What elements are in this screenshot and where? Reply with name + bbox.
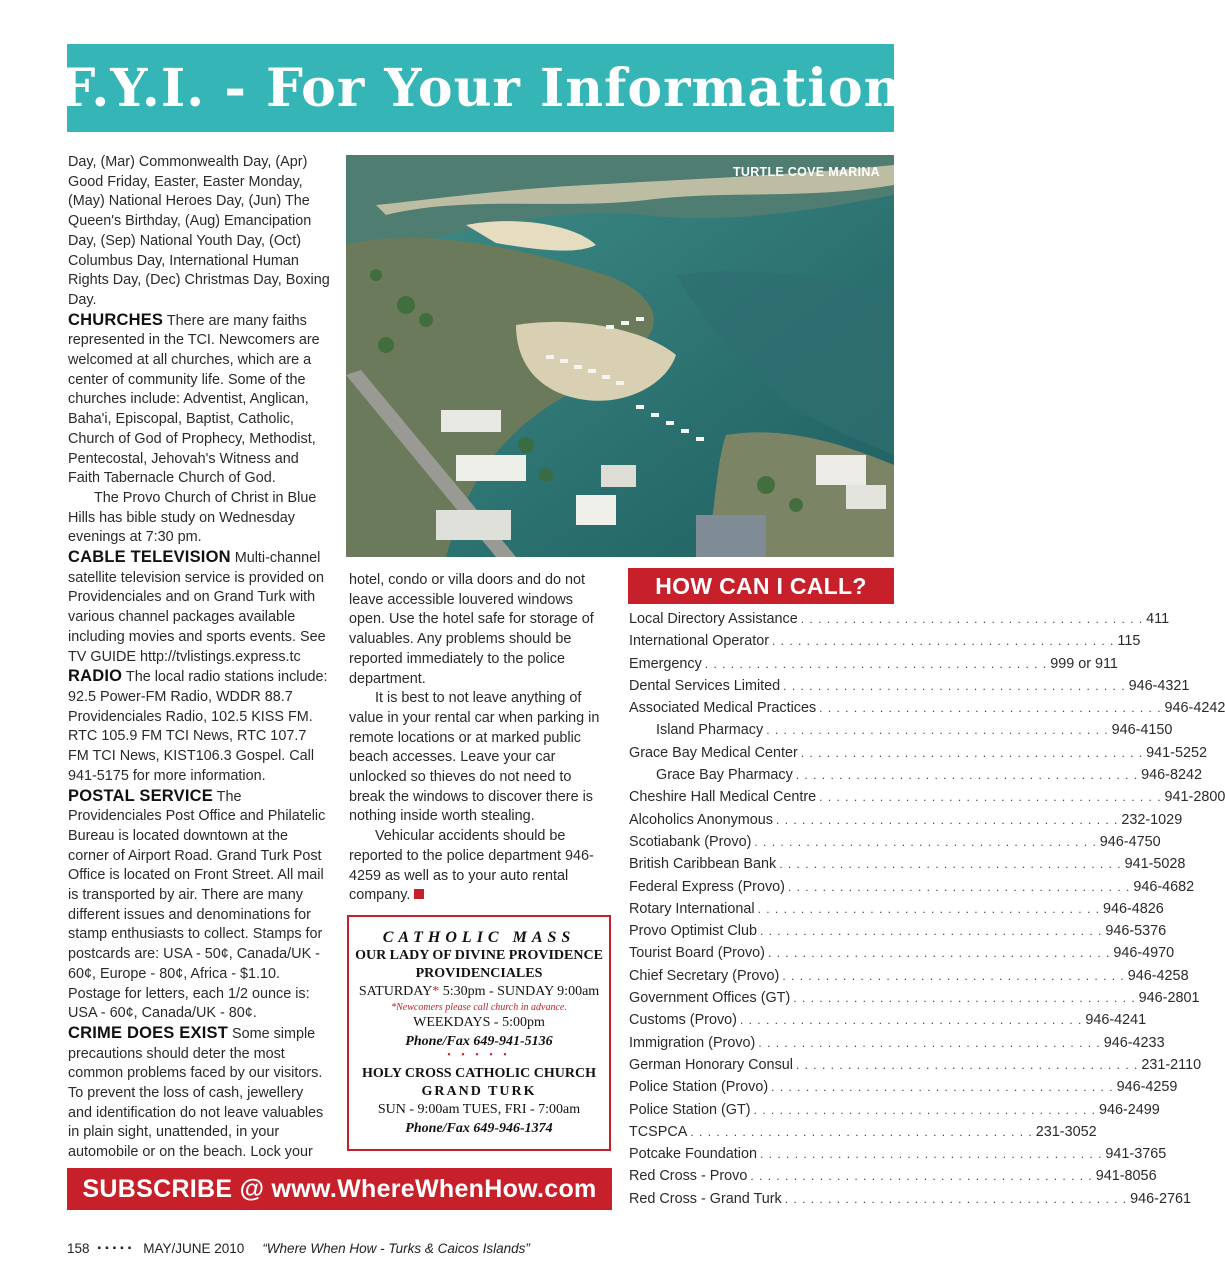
radio-text: The local radio stations include: 92.5 Power-FM Radio, WDDR 88.7 Providenciales Radio, 102.5 KISS FM. RTC 105.9 FM TCI News, RTC 107.7 FM TCI News, KIST106.3 Gospel. Call 941-5175 for more information. bbox=[68, 669, 328, 784]
postal-text: The Providenciales Post Office and Philatelic Bureau is located downtown at the corner of Airport Road. Grand Turk Post Office is located on Front Street. All mail is transported by air. There are many different issues and denominations for stamp enthusiasts to collect. Stamps for postcards are: USA - 50¢, Canada/UK - 60¢, Europe - 80¢, Africa - $1.10. Postage for letters, each 1/2 ounce is: USA - 60¢, Canada/UK - 80¢. bbox=[68, 788, 326, 1022]
directory-entry-name: Government Offices (GT) bbox=[629, 990, 791, 1007]
directory-entry-name: Island Pharmacy bbox=[656, 722, 764, 739]
church1-times-star: * bbox=[432, 984, 440, 999]
holidays-paragraph: Day, (Mar) Commonwealth Day, (Apr) Good Friday, Easter, Easter Monday, (May) National Heroes Day, (Jun) The Queen's Birthday, (Aug) Emancipation Day, (Sep) National Youth Day, (Oct) Columbus Day, International Human Rights Day, (Dec) Christmas Day, Boxing Day. bbox=[68, 154, 330, 308]
rental-car-paragraph: It is best to not leave anything of value in your rental car when parking in remote locations or at marked public beach accesses. Leave your car unlocked so thieves do not need to break the windows to discover there is nothing inside worth stealing. bbox=[349, 690, 600, 825]
directory-entry-name: British Caribbean Bank bbox=[629, 856, 777, 873]
directory-entry-name: Customs (Provo) bbox=[629, 1012, 737, 1029]
mass-separator: • • • • • bbox=[447, 1050, 511, 1061]
dot-leader: . . . . . . . . . . . . . . . . . . . . . . . . . . . . . . . . . . . . . . . . bbox=[800, 612, 1144, 626]
dot-leader: . . . . . . . . . . . . . . . . . . . . . . . . . . . . . . . . . . . . . . . . bbox=[754, 834, 1097, 849]
directory-entry-number: 946-4970 bbox=[1113, 945, 1175, 962]
church1-times-day: SATURDAY bbox=[358, 984, 433, 999]
directory-entry bbox=[629, 722, 1173, 744]
directory-entry-name: Grace Bay Medical Center bbox=[629, 744, 798, 761]
directory-entry bbox=[629, 1012, 1147, 1034]
directory-entry bbox=[629, 1190, 1191, 1213]
directory-entry-name: TCSPCA bbox=[629, 1123, 688, 1140]
title-banner bbox=[58, 44, 903, 132]
directory-entry-name: Grace Bay Pharmacy bbox=[656, 767, 793, 784]
directory-entry bbox=[629, 1079, 1178, 1101]
crime-heading: CRIME DOES EXIST bbox=[68, 1023, 228, 1042]
directory-entry bbox=[629, 945, 1175, 967]
church2-times: SUN - 9:00am TUES, FRI - 7:00am bbox=[377, 1102, 581, 1117]
directory-entry-number: 946-4233 bbox=[1103, 1034, 1165, 1051]
phone-directory-list bbox=[629, 611, 1225, 1213]
dot-leader: . . . . . . . . . . . . . . . . . . . . . . . . . . . . . . . . . . . . . . . . bbox=[767, 946, 1111, 961]
directory-entry-number: 946-5376 bbox=[1105, 923, 1167, 940]
cable-text: Multi-channel satellite television service is provided on Providenciales and on Grand Turk with various channel packages available including movies and sports events. See TV GUIDE http://tvlistings.express.tc bbox=[68, 550, 326, 665]
directory-entry bbox=[629, 1034, 1165, 1057]
directory-entry bbox=[629, 856, 1186, 878]
church2-phone: Phone/Fax 649-946-1374 bbox=[405, 1121, 553, 1136]
directory-entry-number: 231-3052 bbox=[1035, 1123, 1097, 1140]
directory-entry bbox=[629, 811, 1183, 834]
catholic-mass-box bbox=[347, 915, 611, 1151]
directory-entry-number: 946-4241 bbox=[1085, 1012, 1147, 1029]
dot-leader: . . . . . . . . . . . . . . . . . . . . . . . . . . . . . . . . . . . . . . . . bbox=[766, 723, 1109, 738]
directory-entry bbox=[629, 789, 1225, 811]
dot-leader: . . . . . . . . . . . . . . . . . . . . . . . . . . . . . . . . . . . . . . . . bbox=[758, 1035, 1101, 1050]
church-of-christ-paragraph: The Provo Church of Christ in Blue Hills has bible study on Wednesday evenings at 7:30 pm. bbox=[68, 489, 317, 546]
directory-entry-number: 946-4682 bbox=[1133, 878, 1195, 895]
directory-entry-number: 946-4750 bbox=[1099, 833, 1161, 850]
dot-leader: . . . . . . . . . . . . . . . . . . . . . . . . . . . . . . . . . . . . . . . . bbox=[759, 924, 1103, 939]
radio-paragraph bbox=[68, 667, 330, 786]
churches-text: There are many faiths represented in the TCI. Newcomers are welcomed at all churches, which are a center of community life. Some of the churches include: Adventist, Anglican, Baha'i, Episcopal, Baptist, Catholic, Church of God of Prophecy, Methodist, Pentecostal, Jehovah's Witness and Faith Tabernacle Church of God. bbox=[68, 312, 320, 487]
directory-entry bbox=[629, 1101, 1160, 1124]
dot-leader: . . . . . . . . . . . . . . . . . . . . . . . . . . . . . . . . . . . . . . . . bbox=[750, 1169, 1093, 1184]
dot-leader: . . . . . . . . . . . . . . . . . . . . . . . . . . . . . . . . . . . . . . . . bbox=[760, 1147, 1103, 1162]
church1-phone: Phone/Fax 649-941-5136 bbox=[405, 1034, 553, 1049]
directory-entry-name: Associated Medical Practices bbox=[629, 700, 817, 717]
accidents-text: Vehicular accidents should be reported to the police department 946-4259 as well as to your auto rental company. bbox=[349, 828, 594, 904]
directory-entry bbox=[629, 878, 1195, 901]
directory-entry-name: Local Directory Assistance bbox=[629, 611, 798, 627]
dot-leader: . . . . . . . . . . . . . . . . . . . . . . . . . . . . . . . . . . . . . . . . bbox=[819, 701, 1162, 716]
dot-leader: . . . . . . . . . . . . . . . . . . . . . . . . . . . . . . . . . . . . . . . . bbox=[795, 768, 1139, 783]
directory-entry-number: 946-8242 bbox=[1141, 767, 1202, 784]
dot-leader: . . . . . . . . . . . . . . . . . . . . . . . . . . . . . . . . . . . . . . . . bbox=[782, 968, 1125, 983]
directory-entry-number: 946-4150 bbox=[1111, 722, 1173, 739]
church1-times-rest: 5:30pm - SUNDAY 9:00am bbox=[439, 984, 600, 999]
security-paragraph: hotel, condo or villa doors and do not leave accessible louvered windows open. Use the hotel safe for storage of valuables. Any problems should be reported immediately to the police department. bbox=[349, 572, 594, 687]
directory-entry bbox=[629, 767, 1202, 789]
directory-entry-name: Tourist Board (Provo) bbox=[629, 945, 765, 962]
dot-leader: . . . . . . . . . . . . . . . . . . . . . . . . . . . . . . . . . . . . . . . . bbox=[787, 879, 1131, 894]
churches-heading: CHURCHES bbox=[68, 310, 164, 329]
dot-leader: . . . . . . . . . . . . . . . . . . . . . . . . . . . . . . . . . . . . . . . . bbox=[800, 745, 1144, 760]
footer-tagline: “Where When How - Turks & Caicos Islands” bbox=[262, 1241, 530, 1256]
directory-entry bbox=[629, 700, 1225, 722]
directory-entry-name: Immigration (Provo) bbox=[629, 1034, 756, 1051]
dot-leader: . . . . . . . . . . . . . . . . . . . . . . . . . . . . . . . . . . . . . . . . bbox=[690, 1124, 1033, 1139]
directory-entry-number: 946-2761 bbox=[1130, 1190, 1191, 1207]
photo-caption: TURTLE COVE MARINA bbox=[732, 165, 880, 179]
crime-paragraph bbox=[68, 1024, 330, 1163]
dot-leader: . . . . . . . . . . . . . . . . . . . . . . . . . . . . . . . . . . . . . . . . bbox=[772, 634, 1115, 649]
footer-dots: ▪▪▪▪▪ bbox=[97, 1243, 136, 1254]
directory-entry bbox=[629, 611, 1170, 633]
directory-entry-name: Chief Secretary (Provo) bbox=[629, 967, 780, 984]
directory-entry-name: German Honorary Consul bbox=[629, 1056, 793, 1073]
church1-times bbox=[349, 983, 609, 1001]
directory-entry-number: 941-8056 bbox=[1095, 1168, 1157, 1185]
directory-entry-name: Red Cross - Provo bbox=[629, 1168, 748, 1185]
cable-paragraph bbox=[68, 548, 330, 667]
middle-column bbox=[349, 571, 611, 906]
directory-entry-name: Police Station (Provo) bbox=[629, 1079, 769, 1096]
accidents-paragraph bbox=[349, 827, 611, 906]
directory-entry-name: Emergency bbox=[629, 655, 702, 672]
directory-entry-name: Cheshire Hall Medical Centre bbox=[629, 789, 817, 806]
radio-heading: RADIO bbox=[68, 667, 123, 686]
page-footer bbox=[67, 1241, 530, 1256]
directory-entry-number: 941-2800 bbox=[1164, 789, 1225, 806]
end-of-article-mark bbox=[414, 889, 424, 899]
dot-leader: . . . . . . . . . . . . . . . . . . . . . . . . . . . . . . . . . . . . . . . . bbox=[819, 790, 1162, 805]
directory-entry-name: Scotiabank (Provo) bbox=[629, 833, 752, 850]
church2-name: HOLY CROSS CATHOLIC CHURCH bbox=[361, 1066, 597, 1081]
directory-entry-number: 941-3765 bbox=[1105, 1146, 1167, 1163]
directory-entry-number: 946-4259 bbox=[1116, 1079, 1178, 1096]
cable-heading: CABLE TELEVISION bbox=[68, 548, 231, 567]
crime-text: Some simple precautions should deter the most common problems faced by our visitors. To prevent the loss of cash, jewellery and identification do not leave valuables in plain sight, unattended, in your automobile or on the beach. Lock your bbox=[68, 1025, 324, 1161]
directory-entry bbox=[629, 990, 1200, 1012]
dot-leader: . . . . . . . . . . . . . . . . . . . . . . . . . . . . . . . . . . . . . . . . bbox=[784, 1191, 1128, 1206]
directory-entry-name: Alcoholics Anonymous bbox=[629, 811, 773, 828]
how-can-i-call-heading: HOW CAN I CALL? bbox=[628, 568, 894, 604]
church1-name: OUR LADY OF DIVINE PROVIDENCE bbox=[355, 948, 603, 963]
dot-leader: . . . . . . . . . . . . . . . . . . . . . . . . . . . . . . . . . . . . . . . . bbox=[793, 991, 1136, 1006]
directory-entry bbox=[629, 833, 1161, 856]
dot-leader: . . . . . . . . . . . . . . . . . . . . . . . . . . . . . . . . . . . . . . . . bbox=[783, 678, 1126, 693]
directory-entry-number: 946-2801 bbox=[1138, 990, 1200, 1007]
dot-leader: . . . . . . . . . . . . . . . . . . . . . . . . . . . . . . . . . . . . . . . . bbox=[771, 1080, 1114, 1095]
weekdays-times: WEEKDAYS - 5:00pm bbox=[413, 1015, 545, 1030]
directory-entry-name: Police Station (GT) bbox=[629, 1101, 751, 1118]
postal-heading: POSTAL SERVICE bbox=[68, 786, 213, 805]
directory-entry bbox=[629, 655, 1118, 678]
directory-entry-name: Potcake Foundation bbox=[629, 1146, 758, 1163]
newcomers-note: *Newcomers please call church in advance. bbox=[391, 1002, 567, 1013]
subscribe-banner[interactable] bbox=[67, 1168, 612, 1210]
dot-leader: . . . . . . . . . . . . . . . . . . . . . . . . . . . . . . . . . . . . . . . . bbox=[753, 1102, 1096, 1117]
directory-entry-name: Federal Express (Provo) bbox=[629, 878, 785, 895]
dot-leader: . . . . . . . . . . . . . . . . . . . . . . . . . . . . . . . . . . . . . . . . bbox=[704, 656, 1048, 671]
church1-place: PROVIDENCIALES bbox=[415, 966, 543, 981]
dot-leader: . . . . . . . . . . . . . . . . . . . . . . . . . . . . . . . . . . . . . . . . bbox=[739, 1013, 1083, 1028]
directory-entry bbox=[629, 1168, 1157, 1190]
directory-entry-name: International Operator bbox=[629, 633, 769, 650]
subscribe-text[interactable]: SUBSCRIBE @ www.WhereWhenHow.com bbox=[82, 1174, 597, 1203]
postal-paragraph bbox=[68, 787, 330, 1024]
directory-entry-number: 941-5252 bbox=[1146, 744, 1207, 761]
directory-entry bbox=[629, 967, 1189, 990]
directory-entry-number: 946-4242 bbox=[1164, 700, 1225, 717]
mass-title: CATHOLIC MASS bbox=[382, 929, 576, 946]
directory-entry bbox=[629, 744, 1207, 767]
directory-entry-name: Rotary International bbox=[629, 900, 755, 917]
directory-entry-number: 999 or 911 bbox=[1050, 655, 1118, 672]
issue-date: MAY/JUNE 2010 bbox=[143, 1241, 245, 1256]
directory-entry bbox=[629, 1056, 1202, 1079]
directory-entry bbox=[629, 1123, 1097, 1146]
directory-entry-number: 946-4321 bbox=[1128, 677, 1190, 694]
left-column bbox=[68, 153, 330, 1163]
dot-leader: . . . . . . . . . . . . . . . . . . . . . . . . . . . . . . . . . . . . . . . . bbox=[779, 857, 1122, 872]
church2-place: GRAND TURK bbox=[421, 1084, 537, 1099]
directory-entry bbox=[629, 677, 1190, 700]
directory-entry-number: 946-2499 bbox=[1098, 1101, 1160, 1118]
directory-entry-name: Red Cross - Grand Turk bbox=[629, 1190, 782, 1207]
directory-entry-number: 946-4826 bbox=[1102, 900, 1164, 917]
directory-entry-number: 946-4258 bbox=[1127, 967, 1189, 984]
directory-entry-number: 231-2110 bbox=[1141, 1056, 1202, 1073]
directory-entry bbox=[629, 900, 1164, 923]
page-number: 158 bbox=[67, 1241, 90, 1256]
directory-entry-number: 115 bbox=[1117, 633, 1141, 650]
dot-leader: . . . . . . . . . . . . . . . . . . . . . . . . . . . . . . . . . . . . . . . . bbox=[757, 901, 1100, 916]
directory-entry-number: 411 bbox=[1146, 611, 1170, 627]
marina-aerial-photo bbox=[346, 155, 894, 557]
churches-paragraph bbox=[68, 311, 330, 489]
directory-entry-number: 941-5028 bbox=[1124, 856, 1186, 873]
dot-leader: . . . . . . . . . . . . . . . . . . . . . . . . . . . . . . . . . . . . . . . . bbox=[775, 812, 1119, 827]
directory-entry-name: Dental Services Limited bbox=[629, 677, 781, 694]
directory-entry bbox=[629, 1146, 1167, 1168]
dot-leader: . . . . . . . . . . . . . . . . . . . . . . . . . . . . . . . . . . . . . . . . bbox=[795, 1057, 1139, 1072]
page-title: F.Y.I. - For Your Information bbox=[58, 57, 903, 119]
directory-entry bbox=[629, 633, 1141, 655]
directory-entry bbox=[629, 923, 1167, 945]
directory-entry-number: 232-1029 bbox=[1121, 811, 1183, 828]
directory-entry-name: Provo Optimist Club bbox=[629, 923, 757, 940]
aerial-photo-illustration bbox=[346, 155, 894, 557]
